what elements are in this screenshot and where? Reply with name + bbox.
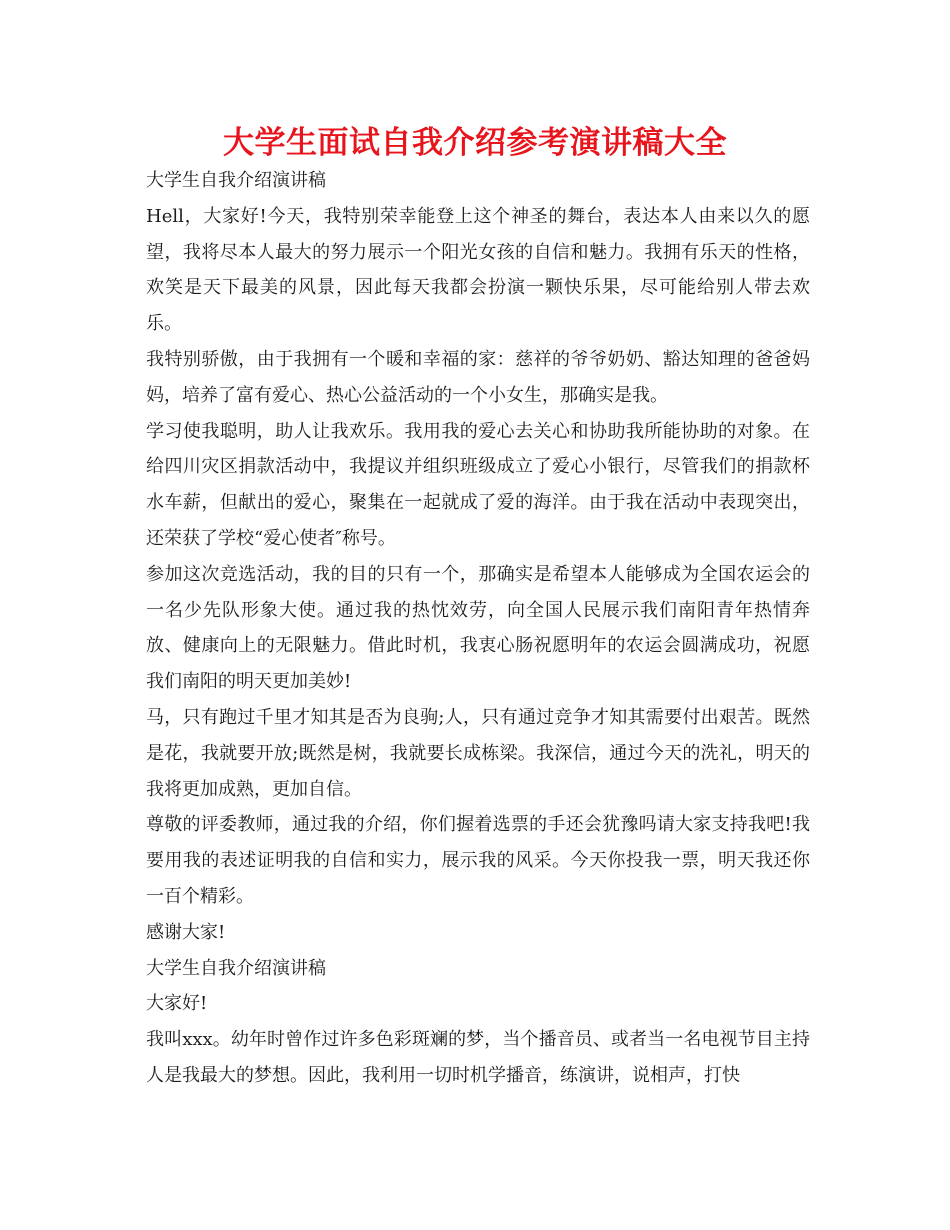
paragraph: 我叫xxx。幼年时曾作过许多色彩斑斓的梦，当个播音员、或者当一名电视节目主持人是我最大的梦想。因此，我利用一切时机学播音，练演讲，说相声，打快 (146, 1029, 810, 1086)
paragraph: Hell，大家好!今天，我特别荣幸能登上这个神圣的舞台，表达本人由来以久的愿望，我将尽本人最大的努力展示一个阳光女孩的自信和魅力。我拥有乐天的性格，欢笑是天下最美的风景，因此每天我都会扮演一颗快乐果，尽可能给别人带去欢乐。 (146, 205, 810, 335)
document-title: 大学生面试自我介绍参考演讲稿大全 (223, 125, 727, 161)
paragraph: 大家好! (146, 993, 208, 1015)
paragraph: 学习使我聪明，助人让我欢乐。我用我的爱心去关心和协助我所能协助的对象。在给四川灾区捐款活动中，我提议并组织班级成立了爱心小银行，尽管我们的捐款杯水车薪，但献出的爱心，聚集在一起就成了爱的海洋。由于我在活动中表现突出，还荣获了学校“爱心使者″称号。 (146, 420, 810, 549)
paragraph: 我特别骄傲，由于我拥有一个暖和幸福的家：慈祥的爷爷奶奶、豁达知理的爸爸妈妈，培养了富有爱心、热心公益活动的一个小女生，那确实是我。 (146, 348, 810, 406)
section-heading: 大学生自我介绍演讲稿 (146, 170, 326, 191)
document-body (146, 163, 810, 1094)
paragraph: 马，只有跑过千里才知其是否为良驹;人，只有通过竞争才知其需要付出艰苦。既然是花，我就要开放;既然是树，我就要长成栋梁。我深信，通过今天的洗礼，明天的我将更加成熟，更加自信。 (146, 706, 810, 800)
paragraph: 参加这次竞选活动，我的目的只有一个，那确实是希望本人能够成为全国农运会的一名少先队形象大使。通过我的热忱效劳，向全国人民展示我们南阳青年热情奔放、健康向上的无限魅力。借此时机，我衷心肠祝愿明年的农运会圆满成功，祝愿我们南阳的明天更加美妙! (146, 563, 810, 693)
paragraph: 感谢大家! (146, 921, 226, 943)
section-heading: 大学生自我介绍演讲稿 (146, 957, 326, 979)
paragraph: 尊敬的评委教师，通过我的介绍，你们握着选票的手还会犹豫吗请大家支持我吧!我要用我的表述证明我的自信和实力，展示我的风采。今天你投我一票，明天我还你一百个精彩。 (146, 814, 810, 907)
